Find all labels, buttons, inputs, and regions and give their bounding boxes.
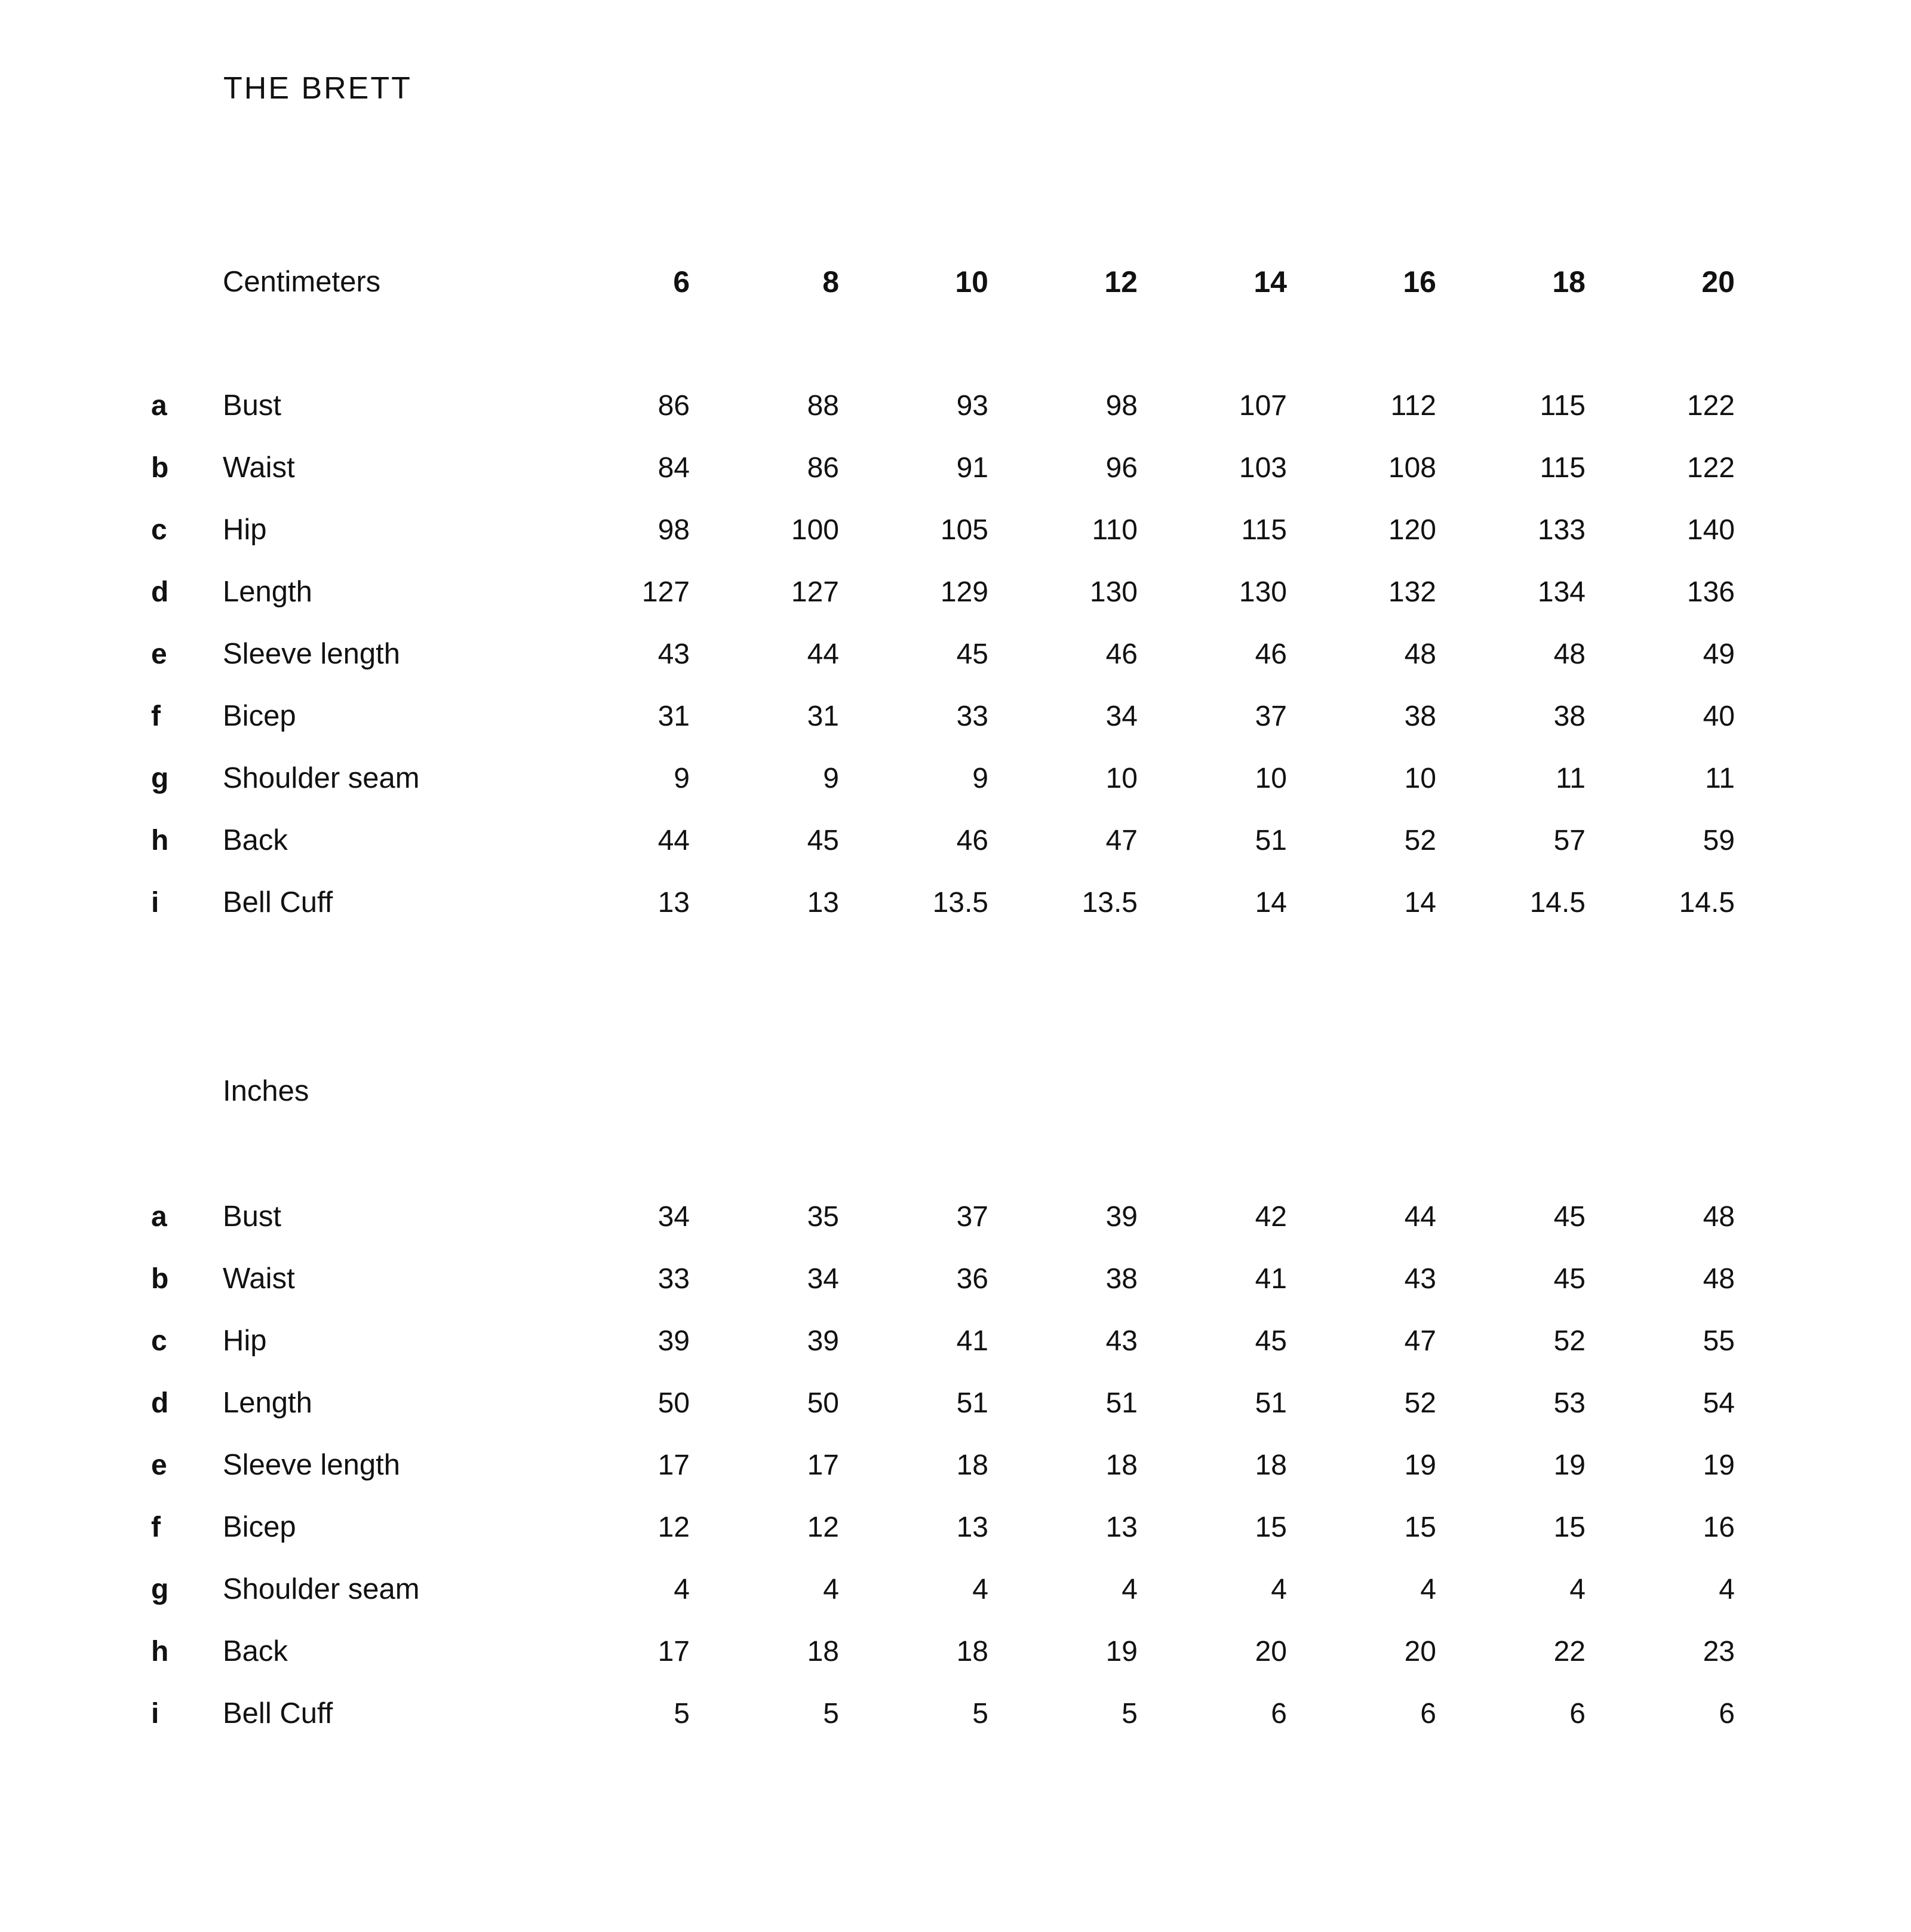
cell-value: 13 — [1105, 1511, 1138, 1543]
cell-value: 6 — [1569, 1697, 1586, 1730]
cell-value: 98 — [1105, 389, 1138, 422]
cell-value: 9 — [674, 762, 690, 794]
row-label: Bicep — [223, 700, 296, 732]
cell-value: 45 — [1553, 1263, 1586, 1295]
cell-value: 4 — [1122, 1573, 1138, 1605]
cell-value: 38 — [1105, 1263, 1138, 1295]
cm-section-label: Centimeters — [223, 266, 381, 298]
cell-value: 115 — [1540, 451, 1586, 484]
cell-value: 39 — [1105, 1200, 1138, 1233]
cell-value: 18 — [1255, 1449, 1287, 1481]
page-title: THE BRETT — [223, 71, 412, 106]
cell-value: 19 — [1105, 1635, 1138, 1667]
cell-value: 11 — [1556, 762, 1586, 794]
row-label: Bicep — [223, 1511, 296, 1543]
table-row — [151, 685, 1735, 747]
cell-value: 53 — [1553, 1387, 1586, 1419]
cell-value: 112 — [1390, 389, 1436, 422]
cell-value: 130 — [1239, 576, 1287, 608]
cell-value: 57 — [1553, 824, 1586, 856]
row-label: Hip — [223, 514, 267, 546]
cell-value: 13 — [807, 886, 839, 919]
row-letter: g — [151, 1573, 169, 1605]
table-row — [151, 623, 1735, 685]
cell-value: 44 — [1404, 1200, 1436, 1233]
row-label: Bell Cuff — [223, 886, 333, 919]
cell-value: 33 — [658, 1263, 690, 1295]
cell-value: 4 — [1719, 1573, 1735, 1605]
cell-value: 4 — [972, 1573, 988, 1605]
row-label: Length — [223, 576, 312, 608]
row-label: Bell Cuff — [223, 1697, 333, 1730]
cell-value: 47 — [1105, 824, 1138, 856]
cell-value: 38 — [1404, 700, 1436, 732]
cell-value: 115 — [1241, 514, 1287, 546]
cell-value: 4 — [674, 1573, 690, 1605]
cell-value: 51 — [956, 1387, 988, 1419]
cell-value: 86 — [658, 389, 690, 422]
size-header: 18 — [1552, 265, 1586, 299]
table-row — [151, 871, 1735, 933]
row-label: Sleeve length — [223, 638, 400, 670]
cell-value: 47 — [1404, 1325, 1436, 1357]
cell-value: 12 — [658, 1511, 690, 1543]
cell-value: 33 — [956, 700, 988, 732]
cell-value: 45 — [1553, 1200, 1586, 1233]
cell-value: 34 — [807, 1263, 839, 1295]
size-header: 14 — [1253, 265, 1287, 299]
cm-header-row — [151, 251, 1735, 313]
row-label: Bust — [223, 1200, 282, 1233]
size-header: 20 — [1701, 265, 1735, 299]
cell-value: 18 — [956, 1449, 988, 1481]
table-row — [151, 1310, 1735, 1372]
row-letter: b — [151, 451, 169, 484]
table-row — [151, 747, 1735, 809]
row-letter: h — [151, 1635, 169, 1667]
cell-value: 46 — [1255, 638, 1287, 670]
cell-value: 49 — [1703, 638, 1735, 670]
table-row — [151, 1434, 1735, 1496]
table-row — [151, 1248, 1735, 1310]
cm-table — [151, 374, 1735, 933]
cell-value: 54 — [1703, 1387, 1735, 1419]
cell-value: 52 — [1404, 824, 1436, 856]
cell-value: 45 — [956, 638, 988, 670]
cell-value: 44 — [658, 824, 690, 856]
table-row — [151, 809, 1735, 871]
row-letter: a — [151, 1200, 167, 1233]
cell-value: 14.5 — [1679, 886, 1735, 919]
row-letter: f — [151, 700, 161, 732]
cell-value: 84 — [658, 451, 690, 484]
cell-value: 6 — [1271, 1697, 1287, 1730]
cell-value: 39 — [658, 1325, 690, 1357]
cell-value: 140 — [1686, 514, 1735, 546]
row-letter: d — [151, 576, 169, 608]
cell-value: 9 — [823, 762, 839, 794]
cell-value: 5 — [674, 1697, 690, 1730]
row-letter: d — [151, 1387, 169, 1419]
row-label: Sleeve length — [223, 1449, 400, 1481]
cell-value: 19 — [1703, 1449, 1735, 1481]
cell-value: 98 — [658, 514, 690, 546]
cell-value: 110 — [1092, 514, 1138, 546]
cell-value: 36 — [956, 1263, 988, 1295]
row-letter: i — [151, 886, 159, 919]
cell-value: 136 — [1686, 576, 1735, 608]
cell-value: 130 — [1089, 576, 1138, 608]
cell-value: 43 — [1105, 1325, 1138, 1357]
table-row — [151, 374, 1735, 437]
row-letter: e — [151, 638, 167, 670]
cell-value: 39 — [807, 1325, 839, 1357]
cell-value: 18 — [956, 1635, 988, 1667]
cell-value: 37 — [1255, 700, 1287, 732]
cell-value: 11 — [1705, 762, 1735, 794]
table-row — [151, 499, 1735, 561]
cell-value: 48 — [1703, 1200, 1735, 1233]
cell-value: 51 — [1255, 824, 1287, 856]
row-label: Shoulder seam — [223, 1573, 420, 1605]
row-letter: b — [151, 1263, 169, 1295]
cell-value: 4 — [823, 1573, 839, 1605]
cell-value: 51 — [1105, 1387, 1138, 1419]
row-letter: e — [151, 1449, 167, 1481]
row-label: Length — [223, 1387, 312, 1419]
cell-value: 13.5 — [1082, 886, 1138, 919]
cell-value: 4 — [1420, 1573, 1436, 1605]
row-label: Hip — [223, 1325, 267, 1357]
row-label: Back — [223, 1635, 288, 1667]
inches-section-label: Inches — [223, 1075, 309, 1107]
cell-value: 23 — [1703, 1635, 1735, 1667]
cell-value: 5 — [972, 1697, 988, 1730]
table-row — [151, 1185, 1735, 1248]
cell-value: 107 — [1239, 389, 1287, 422]
cell-value: 16 — [1703, 1511, 1735, 1543]
cell-value: 5 — [823, 1697, 839, 1730]
row-letter: a — [151, 389, 167, 422]
cell-value: 127 — [791, 576, 839, 608]
cell-value: 10 — [1255, 762, 1287, 794]
cell-value: 5 — [1122, 1697, 1138, 1730]
cell-value: 17 — [658, 1449, 690, 1481]
cell-value: 18 — [807, 1635, 839, 1667]
cell-value: 52 — [1553, 1325, 1586, 1357]
cell-value: 13 — [956, 1511, 988, 1543]
cell-value: 31 — [807, 700, 839, 732]
cell-value: 46 — [956, 824, 988, 856]
cell-value: 34 — [1105, 700, 1138, 732]
cell-value: 48 — [1553, 638, 1586, 670]
inches-table — [151, 1185, 1735, 1744]
cell-value: 22 — [1553, 1635, 1586, 1667]
row-letter: g — [151, 762, 169, 794]
cell-value: 48 — [1703, 1263, 1735, 1295]
cell-value: 15 — [1404, 1511, 1436, 1543]
size-header: 16 — [1403, 265, 1436, 299]
row-letter: c — [151, 1325, 167, 1357]
cell-value: 43 — [1404, 1263, 1436, 1295]
cell-value: 103 — [1239, 451, 1287, 484]
row-letter: h — [151, 824, 169, 856]
cell-value: 45 — [807, 824, 839, 856]
cell-value: 6 — [1719, 1697, 1735, 1730]
cell-value: 129 — [940, 576, 988, 608]
row-label: Back — [223, 824, 288, 856]
cell-value: 4 — [1271, 1573, 1287, 1605]
cell-value: 52 — [1404, 1387, 1436, 1419]
cell-value: 20 — [1404, 1635, 1436, 1667]
cell-value: 88 — [807, 389, 839, 422]
cell-value: 18 — [1105, 1449, 1138, 1481]
cell-value: 6 — [1420, 1697, 1436, 1730]
cell-value: 108 — [1388, 451, 1436, 484]
cell-value: 37 — [956, 1200, 988, 1233]
cell-value: 105 — [940, 514, 988, 546]
cell-value: 15 — [1553, 1511, 1586, 1543]
table-row — [151, 1682, 1735, 1744]
cell-value: 122 — [1686, 389, 1735, 422]
cell-value: 31 — [658, 700, 690, 732]
cell-value: 10 — [1404, 762, 1436, 794]
cell-value: 15 — [1255, 1511, 1287, 1543]
cell-value: 35 — [807, 1200, 839, 1233]
cell-value: 46 — [1105, 638, 1138, 670]
table-row — [151, 1620, 1735, 1682]
row-label: Bust — [223, 389, 282, 422]
row-label: Waist — [223, 451, 295, 484]
size-header: 6 — [673, 265, 690, 299]
cell-value: 40 — [1703, 700, 1735, 732]
table-row — [151, 1496, 1735, 1558]
cell-value: 20 — [1255, 1635, 1287, 1667]
inches-header-row — [151, 1060, 1735, 1122]
cell-value: 41 — [956, 1325, 988, 1357]
row-letter: f — [151, 1511, 161, 1543]
cell-value: 132 — [1388, 576, 1436, 608]
cell-value: 96 — [1105, 451, 1138, 484]
cell-value: 44 — [807, 638, 839, 670]
cell-value: 9 — [972, 762, 988, 794]
table-row — [151, 561, 1735, 623]
cell-value: 122 — [1686, 451, 1735, 484]
table-row — [151, 1372, 1735, 1434]
cell-value: 38 — [1553, 700, 1586, 732]
cell-value: 59 — [1703, 824, 1735, 856]
cell-value: 100 — [791, 514, 839, 546]
cell-value: 19 — [1553, 1449, 1586, 1481]
cell-value: 4 — [1569, 1573, 1586, 1605]
cell-value: 120 — [1388, 514, 1436, 546]
cell-value: 19 — [1404, 1449, 1436, 1481]
size-header: 8 — [822, 265, 839, 299]
cell-value: 48 — [1404, 638, 1436, 670]
cell-value: 91 — [956, 451, 988, 484]
cell-value: 13 — [658, 886, 690, 919]
cell-value: 14 — [1404, 886, 1436, 919]
cell-value: 17 — [807, 1449, 839, 1481]
table-row — [151, 1558, 1735, 1620]
cell-value: 51 — [1255, 1387, 1287, 1419]
cell-value: 45 — [1255, 1325, 1287, 1357]
cell-value: 93 — [956, 389, 988, 422]
cell-value: 13.5 — [932, 886, 988, 919]
cell-value: 50 — [658, 1387, 690, 1419]
cell-value: 43 — [658, 638, 690, 670]
cell-value: 127 — [641, 576, 690, 608]
size-header: 10 — [955, 265, 988, 299]
cell-value: 42 — [1255, 1200, 1287, 1233]
cell-value: 115 — [1540, 389, 1586, 422]
cell-value: 10 — [1105, 762, 1138, 794]
cell-value: 133 — [1537, 514, 1586, 546]
table-row — [151, 437, 1735, 499]
row-label: Shoulder seam — [223, 762, 420, 794]
cell-value: 50 — [807, 1387, 839, 1419]
row-letter: i — [151, 1697, 159, 1730]
row-label: Waist — [223, 1263, 295, 1295]
row-letter: c — [151, 514, 167, 546]
cell-value: 134 — [1537, 576, 1586, 608]
cell-value: 17 — [658, 1635, 690, 1667]
cell-value: 41 — [1255, 1263, 1287, 1295]
cell-value: 34 — [658, 1200, 690, 1233]
cell-value: 55 — [1703, 1325, 1735, 1357]
cell-value: 86 — [807, 451, 839, 484]
size-header: 12 — [1104, 265, 1138, 299]
cell-value: 14 — [1255, 886, 1287, 919]
cell-value: 14.5 — [1529, 886, 1586, 919]
cell-value: 12 — [807, 1511, 839, 1543]
